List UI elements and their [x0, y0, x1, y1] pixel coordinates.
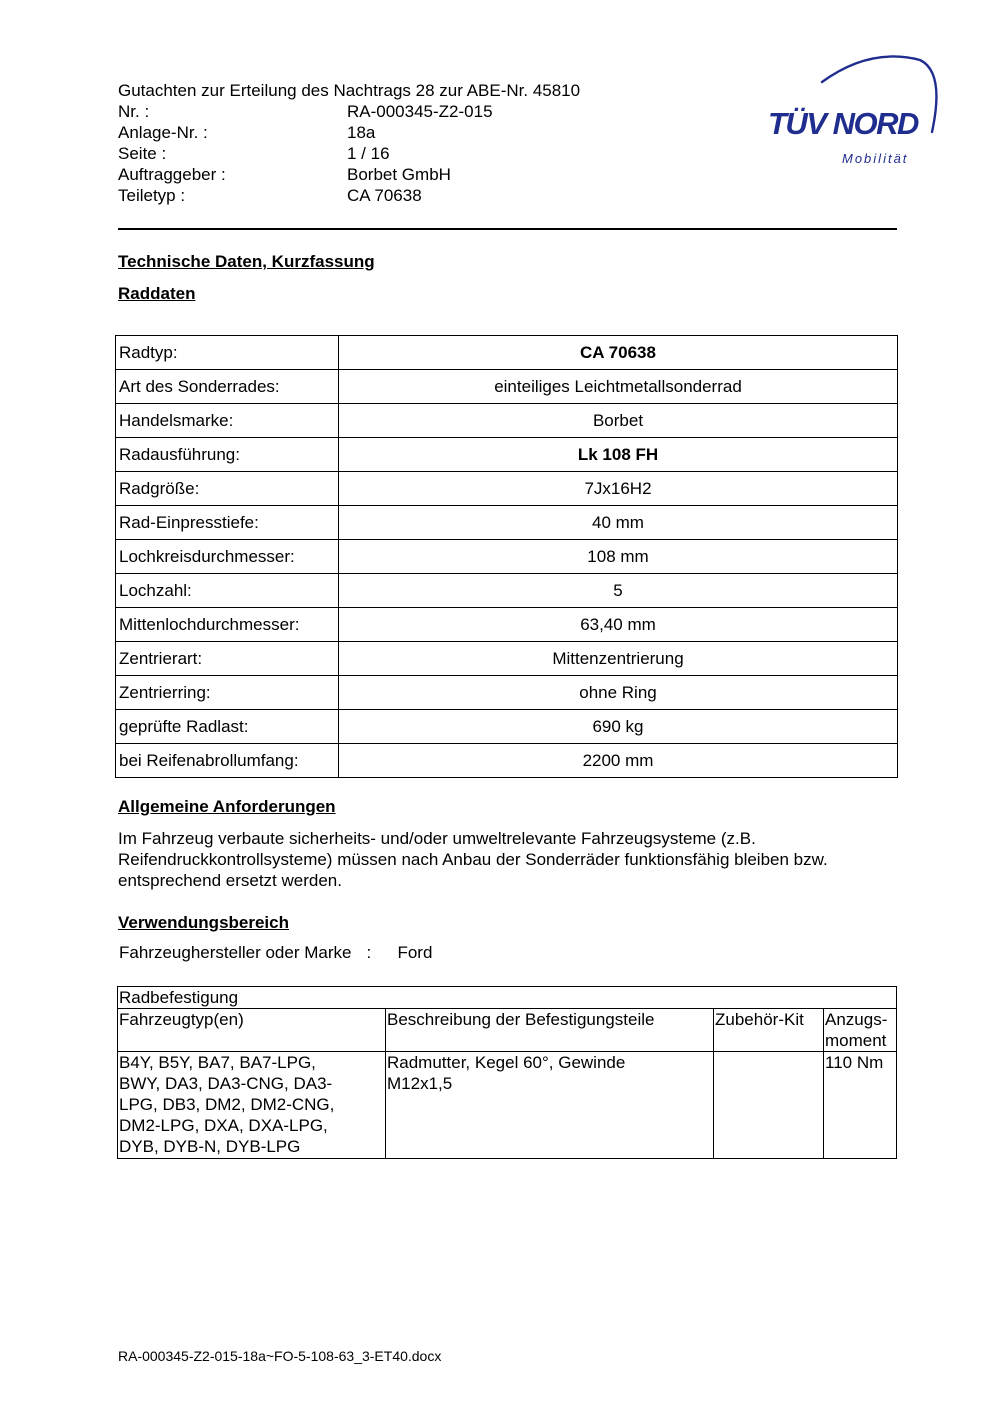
logo-subtitle: Mobilität [842, 151, 909, 166]
section-subtitle: Raddaten [118, 284, 196, 303]
text-line: DYB, DYB-N, DYB-LPG [119, 1137, 301, 1156]
header-line: Anzugs- [825, 1010, 888, 1029]
header-value: Borbet GmbH [347, 165, 451, 184]
raddaten-table [115, 335, 898, 778]
row-value: ohne Ring [339, 676, 898, 710]
marke-label: Fahrzeughersteller oder Marke [119, 943, 352, 962]
text-line: entsprechend ersetzt werden. [118, 871, 342, 890]
anzugsmoment-cell: 110 Nm [824, 1052, 897, 1159]
text-line: Im Fahrzeug verbaute sicherheits- und/oder umweltrelevante Fahrzeugsysteme (z.B. [118, 829, 756, 848]
text-line: B4Y, B5Y, BA7, BA7-LPG, [119, 1053, 316, 1072]
row-value: 7Jx16H2 [339, 472, 898, 506]
header-label: Teiletyp : [118, 186, 186, 205]
row-value: Borbet [339, 404, 898, 438]
row-label: Art des Sonderrades: [116, 370, 339, 404]
row-label: Zentrierring: [116, 676, 339, 710]
section-title: Technische Daten, Kurzfassung [118, 252, 375, 271]
header-label: Nr. : [118, 102, 150, 121]
column-header: Fahrzeugtyp(en) [118, 1009, 386, 1052]
row-label: geprüfte Radlast: [116, 710, 339, 744]
row-label: Lochzahl: [116, 574, 339, 608]
table-row [118, 1052, 897, 1159]
header-row-seite [118, 143, 580, 164]
row-value: 690 kg [339, 710, 898, 744]
row-value: 2200 mm [339, 744, 898, 778]
row-label: Rad-Einpresstiefe: [116, 506, 339, 540]
anforderungen-title: Allgemeine Anforderungen [118, 797, 336, 816]
zubehoer-kit-cell [714, 1052, 824, 1159]
row-label: bei Reifenabrollumfang: [116, 744, 339, 778]
befestigung-table [117, 986, 897, 1159]
table-caption-row [118, 987, 897, 1009]
text-line: BWY, DA3, DA3-CNG, DA3- [119, 1074, 333, 1093]
row-value: Mittenzentrierung [339, 642, 898, 676]
row-value: Lk 108 FH [339, 438, 898, 472]
column-header: Beschreibung der Befestigungsteile [386, 1009, 714, 1052]
table-row [116, 744, 898, 778]
table-row [116, 710, 898, 744]
fahrzeugtypen-cell [118, 1052, 386, 1159]
text-line: M12x1,5 [387, 1074, 453, 1093]
logo-wordmark: TÜV NORD [768, 106, 918, 141]
footer-filename: RA-000345-Z2-015-18a~FO-5-108-63_3-ET40.docx [118, 1348, 442, 1364]
header-row-auftraggeber [118, 164, 580, 185]
header-row-nr [118, 101, 580, 122]
row-label: Handelsmarke: [116, 404, 339, 438]
marke-colon: : [366, 943, 372, 962]
row-value: 63,40 mm [339, 608, 898, 642]
table-row [116, 574, 898, 608]
row-label: Radgröße: [116, 472, 339, 506]
table-caption: Radbefestigung [118, 987, 897, 1009]
table-row [116, 336, 898, 370]
row-value: CA 70638 [339, 336, 898, 370]
header-row-anlage [118, 122, 580, 143]
header-divider [118, 228, 897, 230]
table-row [116, 370, 898, 404]
row-label: Mittenlochdurchmesser: [116, 608, 339, 642]
table-header-row [118, 1009, 897, 1052]
header-row-teiletyp [118, 185, 580, 206]
table-row [116, 540, 898, 574]
header-value: 1 / 16 [347, 144, 390, 163]
header-value: RA-000345-Z2-015 [347, 102, 493, 121]
row-label: Zentrierart: [116, 642, 339, 676]
marke-row [119, 943, 432, 963]
table-row [116, 404, 898, 438]
table-row [116, 676, 898, 710]
header-label: Anlage-Nr. : [118, 123, 208, 142]
column-header: Zubehör-Kit [714, 1009, 824, 1052]
table-row [116, 642, 898, 676]
table-row [116, 506, 898, 540]
table-row [116, 608, 898, 642]
text-line: LPG, DB3, DM2, DM2-CNG, [119, 1095, 335, 1114]
text-line: DM2-LPG, DXA, DXA-LPG, [119, 1116, 328, 1135]
row-label: Lochkreisdurchmesser: [116, 540, 339, 574]
table-row [116, 472, 898, 506]
text-line: Reifendruckkontrollsysteme) müssen nach Anbau der Sonderräder funktionsfähig bleiben bzw. [118, 850, 828, 869]
document-title: Gutachten zur Erteilung des Nachtrags 28 zur ABE-Nr. 45810 [118, 81, 581, 100]
header-value: 18a [347, 123, 376, 142]
header-label: Seite : [118, 144, 167, 163]
header-line: moment [825, 1031, 887, 1050]
row-value: 108 mm [339, 540, 898, 574]
row-value: 5 [339, 574, 898, 608]
row-label: Radausführung: [116, 438, 339, 472]
tuev-nord-logo [760, 52, 950, 172]
column-header [824, 1009, 897, 1052]
header-label: Auftraggeber : [118, 165, 226, 184]
anforderungen-text [118, 828, 908, 891]
document-header [118, 80, 580, 206]
row-value: 40 mm [339, 506, 898, 540]
marke-value: Ford [397, 943, 433, 962]
row-label: Radtyp: [116, 336, 339, 370]
header-value: CA 70638 [347, 186, 422, 205]
verwendung-title: Verwendungsbereich [118, 913, 289, 932]
table-row [116, 438, 898, 472]
beschreibung-cell [386, 1052, 714, 1159]
text-line: Radmutter, Kegel 60°, Gewinde [387, 1053, 626, 1072]
row-value: einteiliges Leichtmetallsonderrad [339, 370, 898, 404]
